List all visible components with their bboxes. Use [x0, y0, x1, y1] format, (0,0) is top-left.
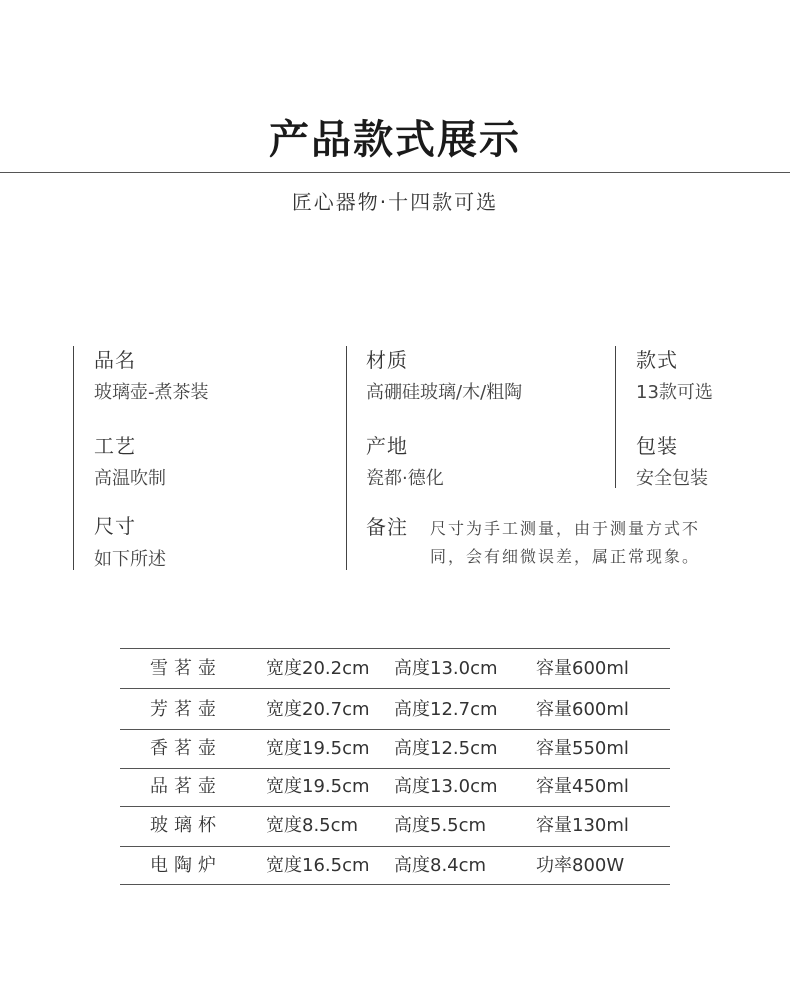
product-name: 香茗壶	[150, 738, 222, 759]
column-divider-left	[73, 346, 74, 570]
product-capacity: 容量450ml	[536, 776, 629, 797]
product-height: 高度5.5cm	[394, 815, 487, 836]
product-name: 芳茗壶	[150, 699, 222, 720]
style-label: 款式	[636, 348, 678, 372]
product-height: 高度8.4cm	[394, 855, 487, 876]
note-text-line2: 同，会有细微误差，属正常现象。	[430, 547, 701, 566]
column-divider-middle	[346, 346, 347, 570]
material-label: 材质	[366, 348, 408, 372]
material-value: 高硼硅玻璃/木/粗陶	[366, 382, 523, 403]
product-name: 雪茗壶	[150, 658, 222, 679]
product-name: 电陶炉	[150, 855, 222, 876]
title-divider	[0, 172, 790, 173]
table-row	[120, 768, 670, 806]
note-label: 备注	[366, 515, 408, 539]
product-name: 品茗壶	[150, 776, 222, 797]
table-row	[120, 650, 670, 688]
product-height: 高度13.0cm	[394, 658, 498, 679]
product-width: 宽度16.5cm	[266, 855, 370, 876]
table-row	[120, 847, 670, 885]
product-height: 高度13.0cm	[394, 776, 498, 797]
product-width: 宽度19.5cm	[266, 776, 370, 797]
product-height: 高度12.7cm	[394, 699, 498, 720]
packaging-label: 包装	[636, 434, 678, 458]
style-value: 13款可选	[636, 382, 713, 403]
origin-label: 产地	[366, 434, 408, 458]
product-name: 玻璃杯	[150, 815, 222, 836]
column-divider-right	[615, 346, 616, 488]
size-label: 尺寸	[94, 514, 136, 538]
product-width: 宽度20.7cm	[266, 699, 370, 720]
product-capacity: 容量550ml	[536, 738, 629, 759]
packaging-value: 安全包装	[636, 468, 708, 489]
product-power: 功率800W	[536, 855, 625, 876]
name-value: 玻璃壶-煮茶装	[94, 382, 209, 403]
table-rule	[120, 688, 670, 689]
page-subtitle: 匠心器物·十四款可选	[291, 190, 499, 214]
craft-value: 高温吹制	[94, 468, 166, 489]
origin-value: 瓷都·德化	[366, 468, 444, 489]
product-capacity: 容量600ml	[536, 658, 629, 679]
table-rule	[120, 648, 670, 649]
table-row	[120, 730, 670, 768]
product-width: 宽度20.2cm	[266, 658, 370, 679]
product-capacity: 容量600ml	[536, 699, 629, 720]
product-height: 高度12.5cm	[394, 738, 498, 759]
note-text-line1: 尺寸为手工测量，由于测量方式不	[430, 519, 701, 538]
product-width: 宽度8.5cm	[266, 815, 359, 836]
page-title: 产品款式展示	[269, 116, 521, 163]
product-width: 宽度19.5cm	[266, 738, 370, 759]
product-capacity: 容量130ml	[536, 815, 629, 836]
table-row	[120, 691, 670, 729]
name-label: 品名	[94, 348, 136, 372]
craft-label: 工艺	[94, 434, 136, 458]
size-value: 如下所述	[94, 549, 166, 570]
table-row	[120, 807, 670, 845]
